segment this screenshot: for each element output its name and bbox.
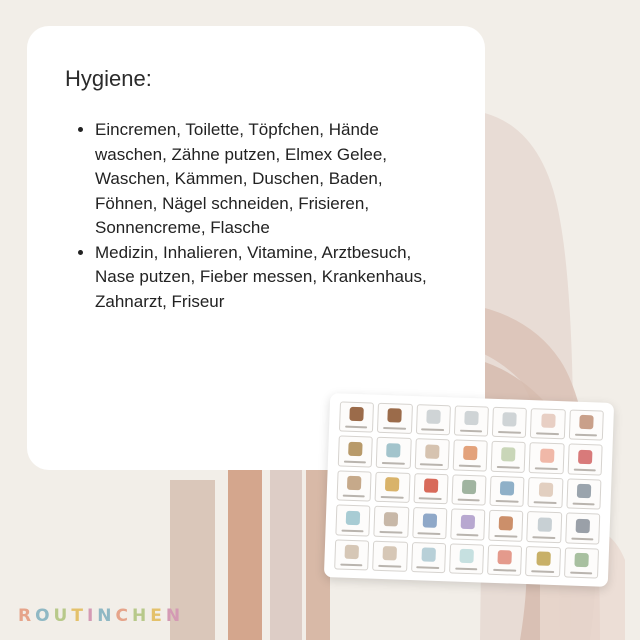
routine-card-label <box>417 566 440 569</box>
brand-letter: T <box>71 606 87 626</box>
routine-card-tile <box>338 436 373 468</box>
list-item: • Eincremen, Toilette, Töpfchen, Hände waschen, Zähne putzen, Elmex Gelee, Waschen, Kämmen, Duschen, Baden, Föhnen, Nägel schneiden, Frisieren, Sonnencreme, Flasche <box>95 118 447 241</box>
routine-illustration-icon <box>347 476 361 490</box>
routine-illustration-icon <box>500 481 514 495</box>
routine-illustration-icon <box>383 546 397 560</box>
routine-illustration-icon <box>426 410 440 424</box>
routine-card-label <box>381 496 404 499</box>
routine-illustration-icon <box>345 545 359 559</box>
routine-card-tile <box>411 542 446 574</box>
routine-card-tile <box>450 509 485 541</box>
brand-letter: N <box>97 606 116 626</box>
routine-illustration-icon <box>421 547 435 561</box>
routine-illustration-icon <box>498 550 512 564</box>
routine-illustration-icon <box>461 514 475 528</box>
routine-card-label <box>497 466 520 469</box>
routine-cards-sheet <box>324 393 614 587</box>
routine-card-tile <box>530 408 565 440</box>
routine-card-label <box>535 467 558 470</box>
routine-card-tile <box>414 438 449 470</box>
routine-illustration-icon <box>387 443 401 457</box>
routine-card-label <box>380 530 403 533</box>
routine-illustration-icon <box>424 479 438 493</box>
routine-card-tile <box>453 440 488 472</box>
brand-letter: C <box>115 606 133 626</box>
routine-card-tile <box>335 505 370 537</box>
routine-card-label <box>455 568 478 571</box>
routine-illustration-icon <box>536 551 550 565</box>
routine-card-tile <box>375 472 410 504</box>
routine-card-tile <box>412 507 447 539</box>
routine-card-label <box>534 501 557 504</box>
routine-card-label <box>419 497 442 500</box>
routine-illustration-icon <box>388 408 402 422</box>
routine-card-label <box>344 460 367 463</box>
routine-card-label <box>536 433 559 436</box>
routine-card-tile <box>569 409 604 441</box>
routine-card-label <box>571 537 594 540</box>
routine-card-label <box>343 495 366 498</box>
routine-card-tile <box>527 511 562 543</box>
routine-card-tile <box>491 441 526 473</box>
routine-illustration-icon <box>541 414 555 428</box>
routine-card-label <box>533 536 556 539</box>
routine-card-tile <box>490 476 525 508</box>
routine-card-tile <box>413 473 448 505</box>
routine-card-tile <box>449 543 484 575</box>
routine-card-tile <box>454 405 489 437</box>
routine-illustration-icon <box>574 553 588 567</box>
routine-card-tile <box>337 470 372 502</box>
brand-logo <box>18 606 184 626</box>
routine-card-label <box>456 533 479 536</box>
brand-letter: N <box>165 606 185 626</box>
brand-letter: H <box>132 606 151 626</box>
routine-card-label <box>420 463 443 466</box>
routine-illustration-icon <box>385 477 399 491</box>
routine-illustration-icon <box>459 549 473 563</box>
routine-card-label <box>493 569 516 572</box>
routine-illustration-icon <box>463 446 477 460</box>
routine-illustration-icon <box>575 518 589 532</box>
routine-card-tile <box>487 544 522 576</box>
routine-card-label <box>494 535 517 538</box>
routine-card-tile <box>415 404 450 436</box>
routine-card-label <box>570 572 593 575</box>
routine-card-tile <box>565 513 600 545</box>
brand-letter: R <box>18 606 36 626</box>
routine-illustration-icon <box>578 450 592 464</box>
routine-card-label <box>383 427 406 430</box>
routine-illustration-icon <box>503 412 517 426</box>
routine-card-tile <box>372 540 407 572</box>
routine-card-tile <box>374 506 409 538</box>
routine-card-label <box>496 500 519 503</box>
routine-card-label <box>382 462 405 465</box>
routine-illustration-icon <box>346 510 360 524</box>
routine-card-tile <box>376 437 411 469</box>
routine-card-tile <box>488 510 523 542</box>
card-title: Hygiene: <box>65 66 152 91</box>
routine-illustration-icon <box>579 415 593 429</box>
routine-card-label <box>340 564 363 567</box>
routine-cards-grid <box>334 401 604 578</box>
routine-card-tile <box>529 442 564 474</box>
routine-card-label <box>531 570 554 573</box>
brand-letter: O <box>35 606 54 626</box>
routine-card-tile <box>492 407 527 439</box>
item-list <box>65 118 447 314</box>
routine-illustration-icon <box>538 483 552 497</box>
routine-illustration-icon <box>425 444 439 458</box>
routine-card-label <box>421 429 444 432</box>
routine-card-tile <box>564 547 599 579</box>
list-item: • Medizin, Inhalieren, Vitamine, Arztbesuch, Nase putzen, Fieber messen, Krankenhaus, Zahnarzt, Friseur <box>95 241 447 315</box>
routine-card-tile <box>566 478 601 510</box>
routine-card-tile <box>339 401 374 433</box>
routine-illustration-icon <box>422 513 436 527</box>
routine-card-label <box>345 426 368 429</box>
routine-card-tile <box>525 546 560 578</box>
routine-illustration-icon <box>537 517 551 531</box>
brand-letter: I <box>86 606 98 626</box>
routine-card-label <box>457 499 480 502</box>
routine-card-label <box>418 532 441 535</box>
routine-card-tile <box>451 474 486 506</box>
routine-card-tile <box>377 403 412 435</box>
routine-illustration-icon <box>577 484 591 498</box>
brand-letter: E <box>150 606 166 626</box>
routine-card-label <box>573 468 596 471</box>
routine-card-tile <box>567 444 602 476</box>
routine-card-label <box>574 434 597 437</box>
routine-card-label <box>572 503 595 506</box>
routine-card-label <box>460 430 483 433</box>
routine-illustration-icon <box>499 516 513 530</box>
routine-card-tile <box>334 539 369 571</box>
routine-illustration-icon <box>348 442 362 456</box>
routine-illustration-icon <box>540 448 554 462</box>
routine-card-label <box>459 464 482 467</box>
routine-card-label <box>341 529 364 532</box>
brand-letter: U <box>53 606 72 626</box>
routine-illustration-icon <box>464 411 478 425</box>
routine-illustration-icon <box>462 480 476 494</box>
routine-illustration-icon <box>384 512 398 526</box>
routine-card-tile <box>528 477 563 509</box>
routine-card-label <box>498 431 521 434</box>
routine-illustration-icon <box>349 407 363 421</box>
routine-illustration-icon <box>501 447 515 461</box>
routine-card-label <box>378 565 401 568</box>
